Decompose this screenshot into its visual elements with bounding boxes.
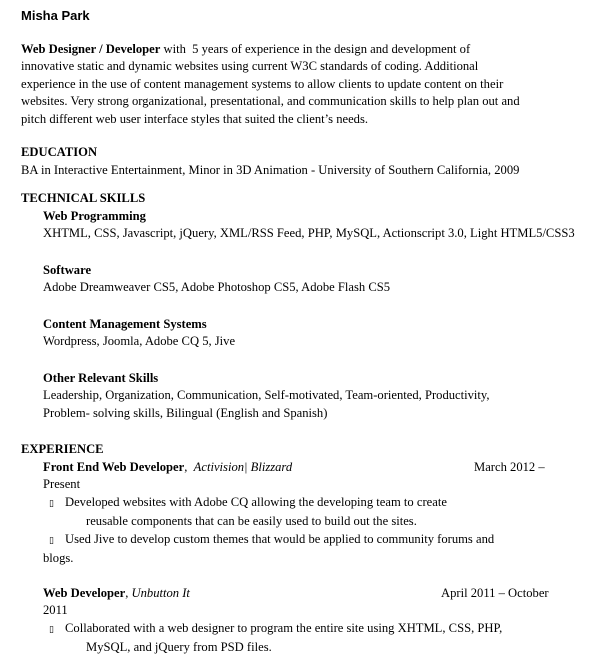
technical-skills-heading: TECHNICAL SKILLS [21, 191, 146, 205]
skill-group-title: Content Management Systems [43, 316, 207, 331]
job-bullet [43, 620, 601, 640]
job-header [43, 459, 601, 477]
job-date-continued: Present [43, 477, 81, 491]
job-entry [43, 459, 601, 568]
bullet-marker-icon: ▯ [49, 498, 54, 509]
bullet-marker-icon: ▯ [49, 535, 54, 546]
bullet-text: Used Jive to develop custom themes that would be applied to community forums and [65, 531, 495, 546]
skill-group-title: Other Relevant Skills [43, 370, 159, 385]
education-heading: EDUCATION [21, 145, 98, 159]
job-title: Web Developer [43, 585, 126, 600]
job-date: April 2011 – October [441, 585, 549, 600]
resume-page [21, 7, 601, 657]
skill-group-text: Adobe Dreamweaver CS5, Adobe Photoshop CS5, Adobe Flash CS5 [43, 280, 391, 294]
summary-line-4: websites. Very strong organizational, presentational, and communication skills to help plan out and [21, 94, 520, 108]
job-separator: , [184, 459, 194, 474]
bullet-text: Developed websites with Adobe CQ allowing the developing team to create [65, 494, 447, 509]
skill-group-title: Web Programming [43, 208, 146, 223]
summary-line-1 [21, 41, 601, 59]
job-bullet [43, 494, 601, 514]
summary-line-5: pitch different web user interface styles that suited the client’s needs. [21, 111, 369, 126]
bullet-text-continued: MySQL, and jQuery from PSD files. [86, 640, 272, 654]
summary-line-3: experience in the use of content management systems to allow clients to update content on their [21, 76, 504, 91]
bullet-text-continued: reusable components that can be easily used to build out the sites. [86, 514, 417, 528]
skill-group-text: Wordpress, Joomla, Adobe CQ 5, Jive [43, 334, 236, 348]
candidate-name: Misha Park [21, 8, 90, 23]
bullet-marker-icon: ▯ [49, 624, 54, 635]
job-header [43, 585, 601, 603]
skill-group-title: Software [43, 262, 92, 277]
skill-group-text: Leadership, Organization, Communication, Self-motivated, Team-oriented, Productivity, [43, 388, 490, 402]
bullet-text-continued: blogs. [43, 551, 74, 565]
job-bullet [43, 531, 601, 551]
summary-line-2: innovative static and dynamic websites using current W3C standards of coding. Additional [21, 59, 479, 73]
job-separator: , [125, 585, 132, 600]
job-entry [43, 585, 601, 657]
summary [21, 41, 601, 129]
job-date: March 2012 – [474, 459, 545, 474]
job-date-continued: 2011 [43, 603, 68, 617]
experience-heading: EXPERIENCE [21, 442, 104, 456]
job-title: Front End Web Developer [43, 459, 185, 474]
skill-group-text: XHTML, CSS, Javascript, jQuery, XML/RSS Feed, PHP, MySQL, Actionscript 3.0, Light HTML5/CSS3 [43, 226, 575, 240]
job-company: Unbutton It [131, 585, 190, 600]
summary-role: Web Designer / Developer [21, 41, 161, 56]
summary-line-1-rest: with 5 years of experience in the design and development of [160, 41, 471, 56]
job-company: Activision| Blizzard [193, 459, 293, 474]
bullet-text: Collaborated with a web designer to program the entire site using XHTML, CSS, PHP, [65, 620, 503, 635]
skill-group-text: Problem- solving skills, Bilingual (English and Spanish) [43, 405, 328, 420]
education-text: BA in Interactive Entertainment, Minor in 3D Animation - University of Southern California, 2009 [21, 162, 520, 177]
skills-list [43, 208, 601, 423]
